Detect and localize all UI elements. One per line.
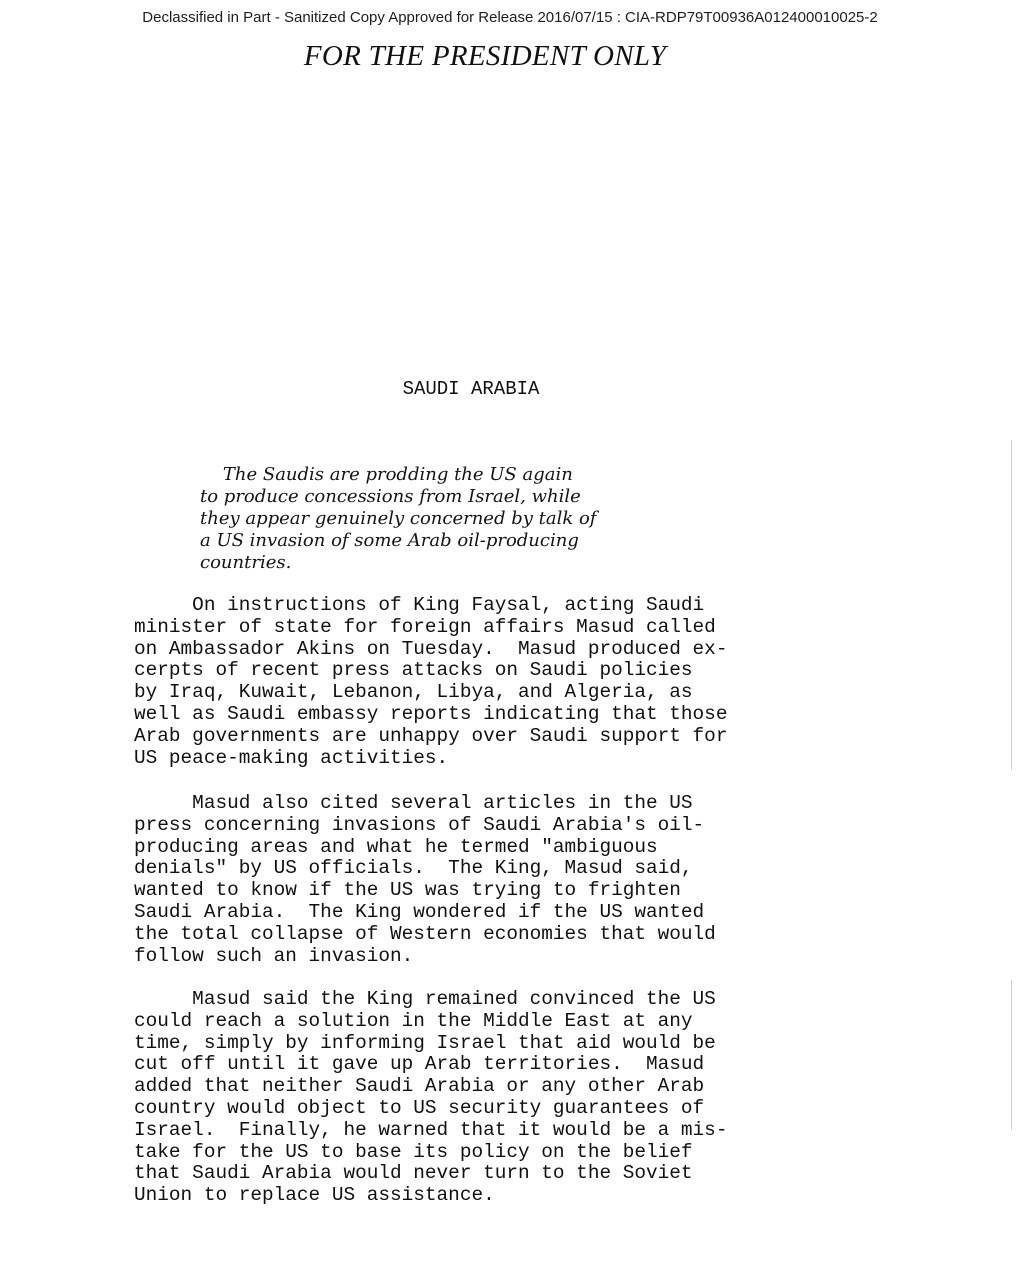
scan-edge-mark xyxy=(1011,980,1012,1130)
declassification-header: Declassified in Part - Sanitized Copy Approved for Release 2016/07/15 : CIA-RDP79T00936A012400010025-2 xyxy=(142,9,878,26)
text-line: producing areas and what he termed "ambiguous xyxy=(134,835,658,858)
text-line: wanted to know if the US was trying to frighten xyxy=(134,879,681,902)
text-line: added that neither Saudi Arabia or any other Arab xyxy=(134,1075,705,1098)
text-line: by Iraq, Kuwait, Lebanon, Libya, and Algeria, as xyxy=(134,681,693,704)
text-line: the total collapse of Western economies that would xyxy=(134,922,716,945)
text-line: follow such an invasion. xyxy=(134,944,414,967)
summary-line: they appear genuinely concerned by talk of xyxy=(200,508,597,529)
text-line: cut off until it gave up Arab territories. Masud xyxy=(134,1053,705,1076)
text-line: Masud said the King remained convinced the US xyxy=(134,988,716,1010)
text-line: denials" by US officials. The King, Masud said, xyxy=(134,857,693,880)
text-line: time, simply by informing Israel that aid would be xyxy=(134,1031,716,1054)
paragraph-instructions xyxy=(134,595,814,769)
text-line: press concerning invasions of Saudi Arabia's oil- xyxy=(134,813,705,836)
text-line: cerpts of recent press attacks on Saudi policies xyxy=(134,659,693,682)
text-line: Arab governments are unhappy over Saudi support for xyxy=(134,724,728,747)
text-line: well as Saudi embassy reports indicating that those xyxy=(134,702,728,725)
text-line: Saudi Arabia. The King wondered if the US wanted xyxy=(134,900,705,923)
text-line: On instructions of King Faysal, acting Saudi xyxy=(134,594,705,616)
summary-line: The Saudis are prodding the US again xyxy=(200,464,573,485)
summary-line: to produce concessions from Israel, while xyxy=(200,486,581,507)
summary-line: a US invasion of some Arab oil-producing xyxy=(200,530,579,551)
text-line: Union to replace US assistance. xyxy=(134,1184,495,1207)
text-line: could reach a solution in the Middle East at any xyxy=(134,1009,693,1032)
text-line: on Ambassador Akins on Tuesday. Masud produced ex- xyxy=(134,637,728,660)
summary-block xyxy=(200,464,760,574)
text-line: take for the US to base its policy on the belief xyxy=(134,1140,693,1163)
summary-line: countries. xyxy=(200,552,292,573)
text-line: minister of state for foreign affairs Masud called xyxy=(134,615,716,638)
scan-edge-mark xyxy=(1011,440,1012,770)
text-line: Israel. Finally, he warned that it would be a mis- xyxy=(134,1118,728,1141)
paragraph-press-articles xyxy=(134,793,814,967)
paragraph-king-convinced xyxy=(134,989,814,1207)
text-line: Masud also cited several articles in the US xyxy=(134,792,693,814)
text-line: that Saudi Arabia would never turn to the Soviet xyxy=(134,1162,693,1185)
text-line: country would object to US security guarantees of xyxy=(134,1096,705,1119)
classification-marking: FOR THE PRESIDENT ONLY xyxy=(303,40,667,72)
section-title: SAUDI ARABIA xyxy=(402,378,540,400)
text-line: US peace-making activities. xyxy=(134,746,449,769)
